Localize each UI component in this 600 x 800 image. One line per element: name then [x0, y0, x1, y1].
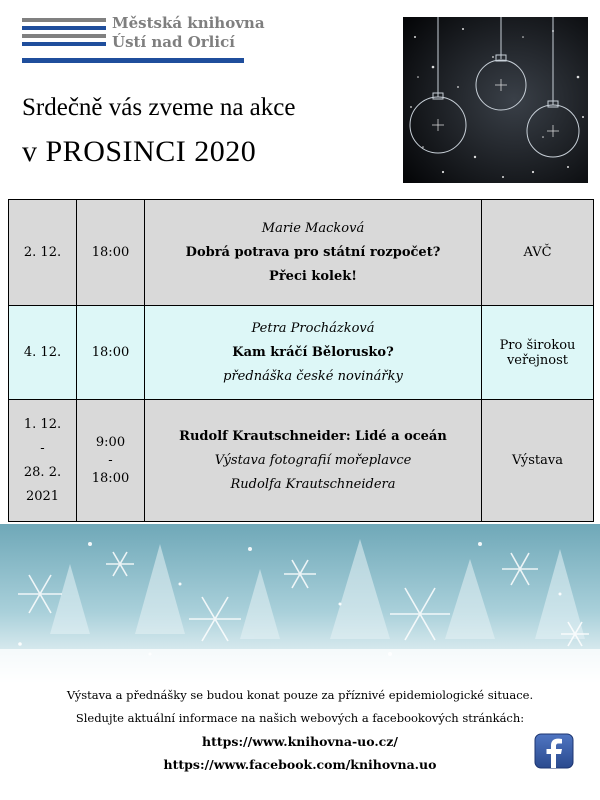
event-lecturer: Petra Procházková	[251, 320, 375, 336]
library-name	[112, 14, 312, 52]
event-time-range	[77, 400, 145, 522]
event-date-range	[9, 400, 77, 522]
event-date-start: 1. 12.	[23, 416, 62, 432]
event-audience-line1: Pro širokou	[499, 337, 576, 353]
event-audience	[482, 306, 594, 400]
table-row	[9, 200, 594, 306]
event-audience: Výstava	[482, 400, 594, 522]
event-date: 2. 12.	[9, 200, 77, 306]
library-name-line2: Ústí nad Orlicí	[112, 33, 235, 51]
website-link[interactable]: https://www.knihovna-uo.cz/	[202, 734, 398, 749]
event-title: Kam kráčí Bělorusko?	[232, 344, 394, 360]
event-title-line1: Dobrá potrava pro státní rozpočet?	[185, 244, 441, 260]
event-time-end: 18:00	[91, 470, 130, 486]
logo-stripes	[22, 18, 106, 50]
table-row	[9, 306, 594, 400]
event-title: Rudolf Krautschneider: Lidé a oceán	[179, 428, 447, 444]
christmas-ornaments-image	[403, 17, 588, 183]
event-description	[145, 400, 482, 522]
event-time: 18:00	[77, 200, 145, 306]
footer-note-1: Výstava a přednášky se budou konat pouze za příznivé epidemiologické situace.	[66, 688, 534, 702]
event-title-line2: Přeci kolek!	[269, 268, 357, 284]
event-time: 18:00	[77, 306, 145, 400]
footer-note-2: Sledujte aktuální informace na našich webových a facebookových stránkách:	[75, 711, 525, 725]
event-audience: AVČ	[482, 200, 594, 306]
library-name-line1: Městská knihovna	[112, 14, 265, 32]
event-date-dash: -	[40, 440, 45, 456]
event-subtitle-line1: Výstava fotografií mořeplavce	[214, 452, 412, 468]
month-title: v PROSINCI 2020	[22, 135, 257, 168]
winter-snowflake-banner	[0, 524, 600, 684]
event-lecturer: Marie Macková	[261, 220, 365, 236]
event-description	[145, 306, 482, 400]
invitation-title: Srdečně vás zveme na akce	[22, 94, 296, 121]
event-audience-line2: veřejnost	[506, 352, 569, 368]
footer	[0, 684, 600, 776]
events-table	[8, 199, 594, 522]
table-row	[9, 400, 594, 522]
event-time-dash: -	[108, 452, 113, 468]
facebook-link[interactable]: https://www.facebook.com/knihovna.uo	[163, 757, 437, 772]
event-subtitle: přednáška české novinářky	[223, 368, 403, 384]
event-date: 4. 12.	[9, 306, 77, 400]
event-date-end: 28. 2.	[23, 464, 62, 480]
event-subtitle-line2: Rudolfa Krautschneidera	[230, 476, 396, 492]
logo-underline	[22, 58, 244, 63]
event-description	[145, 200, 482, 306]
library-logo	[22, 14, 265, 66]
event-date-year: 2021	[25, 488, 60, 504]
facebook-icon[interactable]	[534, 733, 574, 769]
event-time-start: 9:00	[95, 434, 126, 450]
